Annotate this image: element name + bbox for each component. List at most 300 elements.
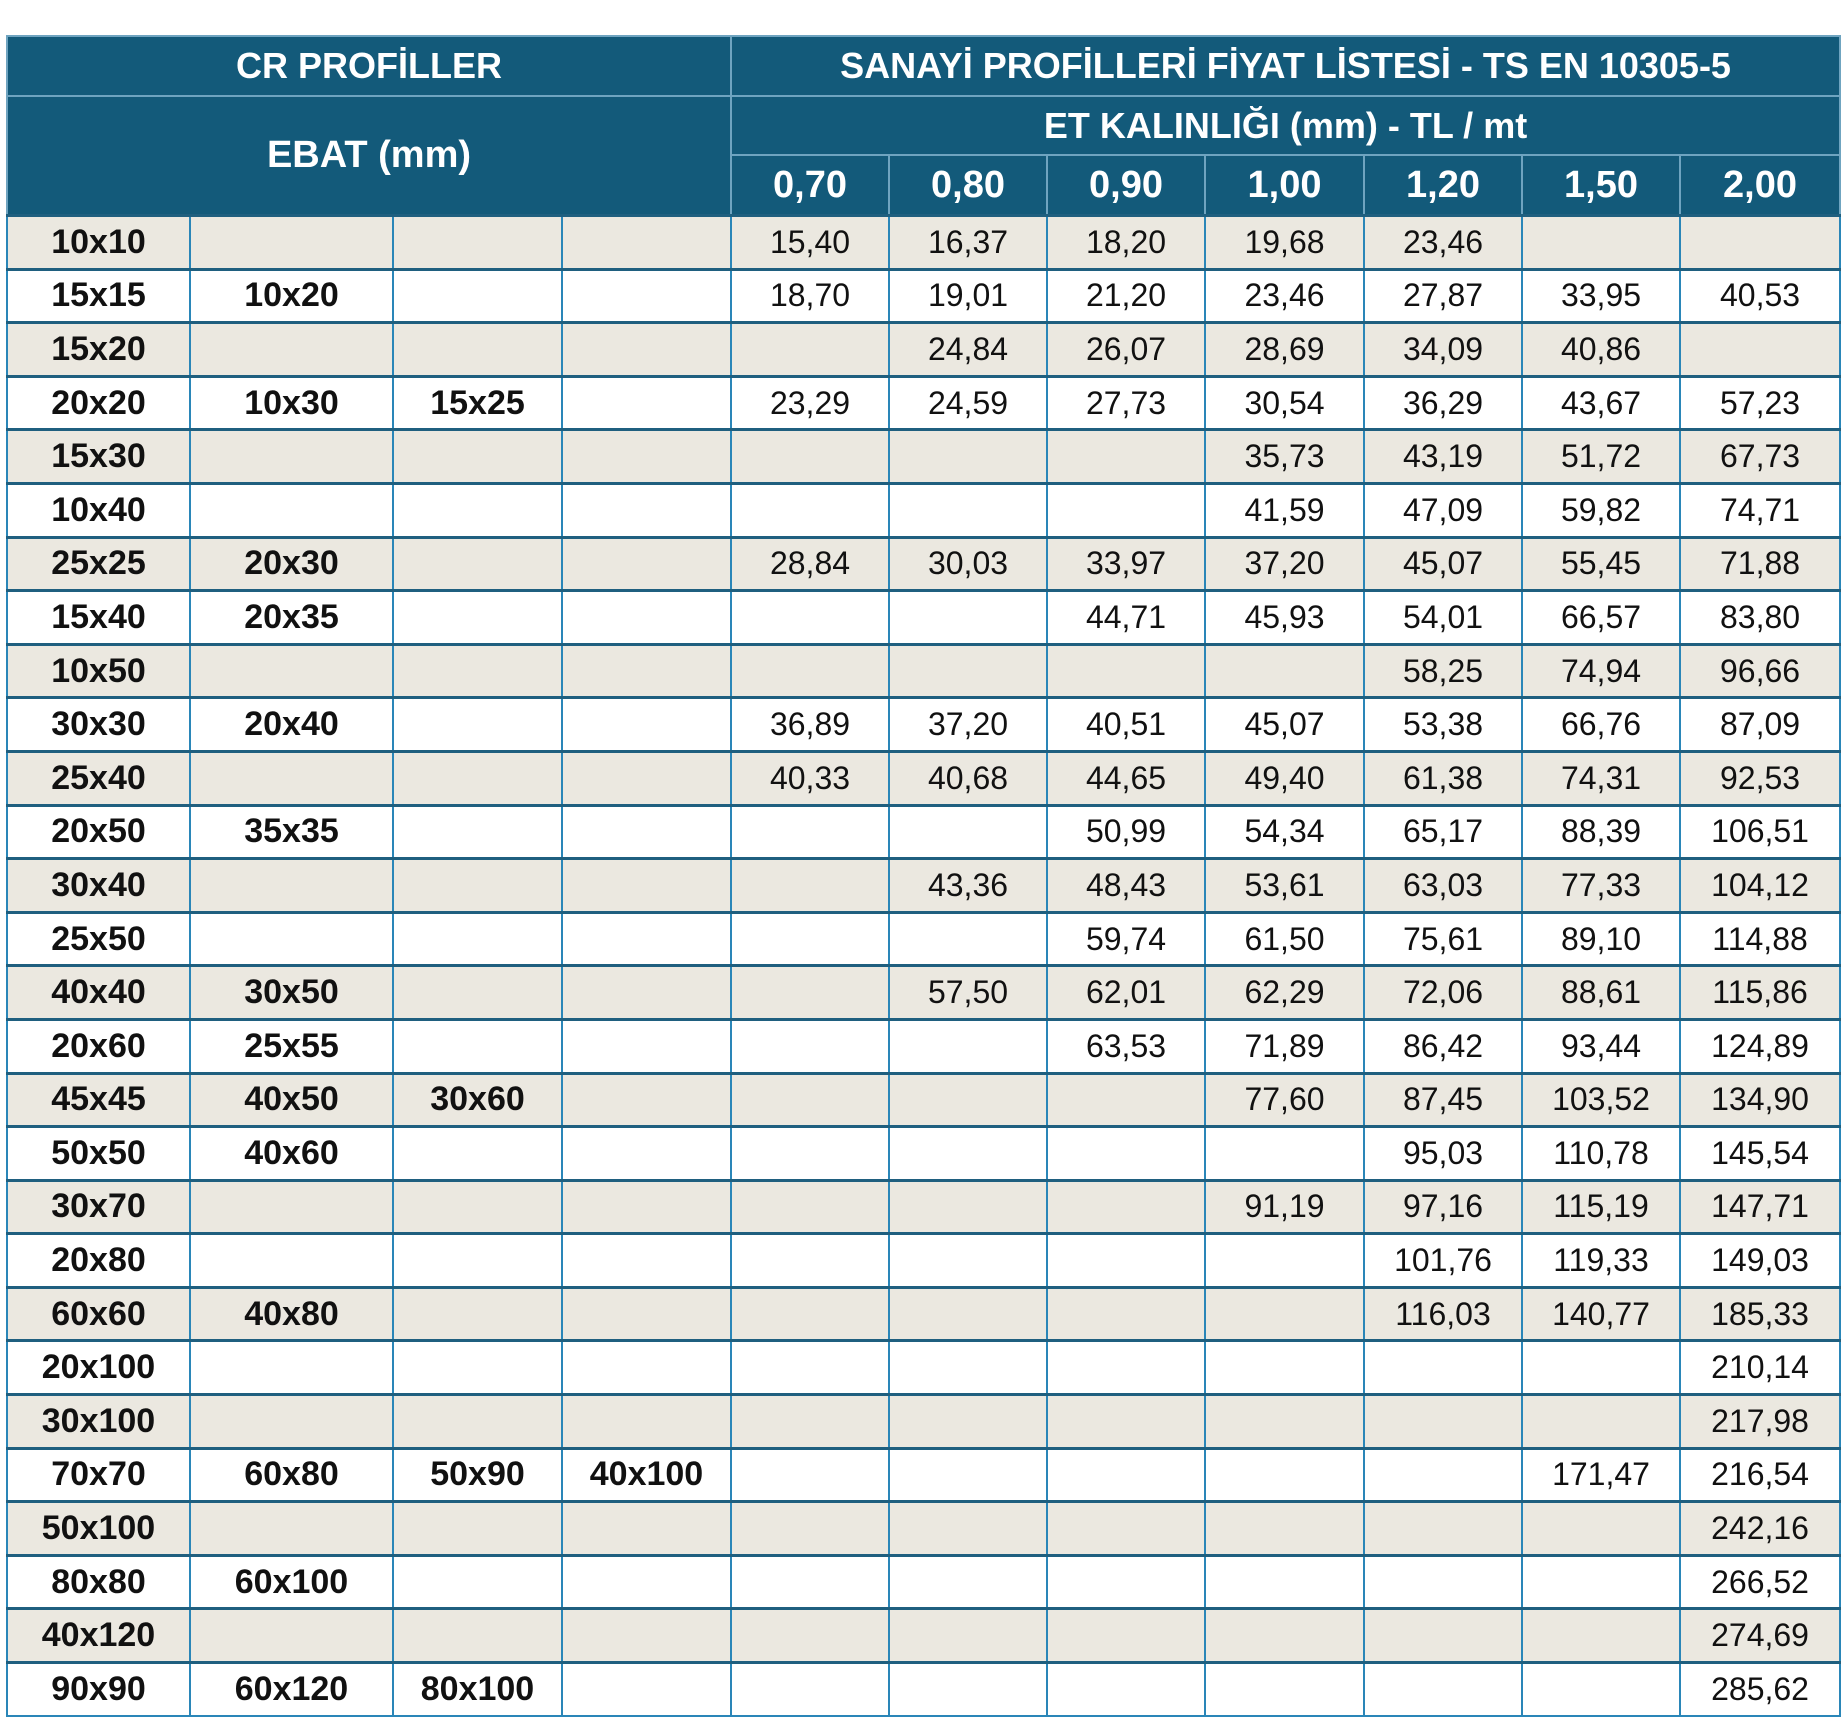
table-row bbox=[7, 1127, 1840, 1181]
table-row bbox=[7, 912, 1840, 966]
price-cell: 74,94 bbox=[1522, 644, 1680, 698]
table-row bbox=[7, 591, 1840, 645]
price-cell bbox=[731, 1555, 889, 1609]
size-cell bbox=[393, 1127, 562, 1181]
price-cell: 89,10 bbox=[1522, 912, 1680, 966]
size-cell: 20x60 bbox=[7, 1019, 190, 1073]
price-cell: 58,25 bbox=[1364, 644, 1522, 698]
price-cell bbox=[1047, 1287, 1205, 1341]
price-cell bbox=[731, 966, 889, 1020]
price-cell bbox=[1364, 1555, 1522, 1609]
table-row bbox=[7, 1395, 1840, 1449]
price-cell: 15,40 bbox=[731, 216, 889, 270]
price-cell bbox=[1364, 1448, 1522, 1502]
price-cell: 28,84 bbox=[731, 537, 889, 591]
size-cell bbox=[562, 805, 731, 859]
size-cell: 40x80 bbox=[190, 1287, 393, 1341]
size-cell bbox=[190, 1502, 393, 1556]
thickness-column-header: 1,20 bbox=[1364, 155, 1522, 216]
price-cell bbox=[1047, 1234, 1205, 1288]
price-cell bbox=[889, 1448, 1047, 1502]
price-cell: 96,66 bbox=[1680, 644, 1840, 698]
size-cell: 15x20 bbox=[7, 323, 190, 377]
size-cell bbox=[562, 966, 731, 1020]
price-cell: 51,72 bbox=[1522, 430, 1680, 484]
size-cell: 25x40 bbox=[7, 751, 190, 805]
size-cell bbox=[562, 1234, 731, 1288]
table-row bbox=[7, 644, 1840, 698]
price-cell: 50,99 bbox=[1047, 805, 1205, 859]
price-cell: 33,95 bbox=[1522, 269, 1680, 323]
price-cell: 91,19 bbox=[1205, 1180, 1364, 1234]
size-cell bbox=[393, 1234, 562, 1288]
table-row bbox=[7, 1448, 1840, 1502]
price-cell bbox=[889, 430, 1047, 484]
size-cell: 20x50 bbox=[7, 805, 190, 859]
table-row bbox=[7, 805, 1840, 859]
price-cell: 149,03 bbox=[1680, 1234, 1840, 1288]
price-cell bbox=[1522, 1395, 1680, 1449]
price-cell bbox=[1364, 1663, 1522, 1716]
price-cell bbox=[1047, 1127, 1205, 1181]
price-cell: 285,62 bbox=[1680, 1663, 1840, 1716]
table-row bbox=[7, 1555, 1840, 1609]
price-cell: 19,68 bbox=[1205, 216, 1364, 270]
price-cell bbox=[1680, 323, 1840, 377]
price-cell bbox=[731, 1073, 889, 1127]
price-cell bbox=[1047, 1073, 1205, 1127]
price-cell: 44,71 bbox=[1047, 591, 1205, 645]
size-cell: 10x40 bbox=[7, 483, 190, 537]
price-cell: 93,44 bbox=[1522, 1019, 1680, 1073]
price-cell: 53,61 bbox=[1205, 859, 1364, 913]
size-cell: 40x100 bbox=[562, 1448, 731, 1502]
size-cell: 10x50 bbox=[7, 644, 190, 698]
size-cell bbox=[393, 859, 562, 913]
price-cell: 23,46 bbox=[1205, 269, 1364, 323]
size-cell: 15x40 bbox=[7, 591, 190, 645]
price-cell bbox=[1205, 644, 1364, 698]
price-cell bbox=[1364, 1341, 1522, 1395]
price-cell: 54,01 bbox=[1364, 591, 1522, 645]
size-header: EBAT (mm) bbox=[7, 96, 731, 216]
price-cell bbox=[731, 1609, 889, 1663]
size-cell bbox=[562, 751, 731, 805]
price-cell: 61,38 bbox=[1364, 751, 1522, 805]
price-cell: 27,87 bbox=[1364, 269, 1522, 323]
price-cell bbox=[731, 1019, 889, 1073]
price-cell: 67,73 bbox=[1680, 430, 1840, 484]
price-cell: 61,50 bbox=[1205, 912, 1364, 966]
size-cell: 15x15 bbox=[7, 269, 190, 323]
table-row bbox=[7, 966, 1840, 1020]
size-cell: 90x90 bbox=[7, 1663, 190, 1716]
price-cell: 63,53 bbox=[1047, 1019, 1205, 1073]
price-cell bbox=[731, 805, 889, 859]
size-cell bbox=[393, 751, 562, 805]
size-cell: 30x70 bbox=[7, 1180, 190, 1234]
table-row bbox=[7, 483, 1840, 537]
price-cell: 40,53 bbox=[1680, 269, 1840, 323]
price-cell bbox=[1047, 1180, 1205, 1234]
size-cell bbox=[562, 269, 731, 323]
price-cell: 95,03 bbox=[1364, 1127, 1522, 1181]
price-cell: 18,20 bbox=[1047, 216, 1205, 270]
price-cell: 40,33 bbox=[731, 751, 889, 805]
size-cell bbox=[393, 323, 562, 377]
size-cell bbox=[562, 1555, 731, 1609]
price-cell: 62,29 bbox=[1205, 966, 1364, 1020]
price-cell bbox=[1364, 1395, 1522, 1449]
price-cell: 37,20 bbox=[889, 698, 1047, 752]
price-cell: 65,17 bbox=[1364, 805, 1522, 859]
price-cell: 28,69 bbox=[1205, 323, 1364, 377]
size-cell bbox=[562, 1019, 731, 1073]
size-cell bbox=[190, 912, 393, 966]
price-cell bbox=[731, 1287, 889, 1341]
size-cell: 70x70 bbox=[7, 1448, 190, 1502]
price-cell bbox=[1205, 1663, 1364, 1716]
price-cell bbox=[889, 805, 1047, 859]
price-cell bbox=[731, 1395, 889, 1449]
price-cell bbox=[889, 912, 1047, 966]
size-cell: 80x80 bbox=[7, 1555, 190, 1609]
price-cell: 115,86 bbox=[1680, 966, 1840, 1020]
price-cell: 87,45 bbox=[1364, 1073, 1522, 1127]
price-cell bbox=[731, 1502, 889, 1556]
price-cell: 77,60 bbox=[1205, 1073, 1364, 1127]
thickness-column-header: 0,90 bbox=[1047, 155, 1205, 216]
price-cell: 101,76 bbox=[1364, 1234, 1522, 1288]
price-cell bbox=[1522, 1555, 1680, 1609]
price-cell bbox=[731, 1127, 889, 1181]
size-cell: 20x80 bbox=[7, 1234, 190, 1288]
price-cell bbox=[731, 912, 889, 966]
thickness-column-header: 0,80 bbox=[889, 155, 1047, 216]
price-cell: 35,73 bbox=[1205, 430, 1364, 484]
price-cell: 77,33 bbox=[1522, 859, 1680, 913]
size-cell bbox=[393, 1180, 562, 1234]
size-cell: 60x120 bbox=[190, 1663, 393, 1716]
size-cell bbox=[393, 1341, 562, 1395]
price-cell bbox=[731, 859, 889, 913]
price-cell: 114,88 bbox=[1680, 912, 1840, 966]
table-row bbox=[7, 1663, 1840, 1716]
price-cell: 18,70 bbox=[731, 269, 889, 323]
size-cell: 25x55 bbox=[190, 1019, 393, 1073]
size-cell bbox=[190, 1180, 393, 1234]
size-cell: 10x30 bbox=[190, 376, 393, 430]
price-cell: 88,39 bbox=[1522, 805, 1680, 859]
price-cell bbox=[889, 1341, 1047, 1395]
price-cell bbox=[889, 1609, 1047, 1663]
price-cell bbox=[889, 1663, 1047, 1716]
price-cell bbox=[1047, 483, 1205, 537]
table-row bbox=[7, 1180, 1840, 1234]
thickness-column-header: 1,00 bbox=[1205, 155, 1364, 216]
size-cell bbox=[562, 1341, 731, 1395]
price-cell bbox=[731, 644, 889, 698]
size-cell: 40x120 bbox=[7, 1609, 190, 1663]
thickness-column-header: 2,00 bbox=[1680, 155, 1840, 216]
price-cell bbox=[1522, 1663, 1680, 1716]
size-cell: 60x60 bbox=[7, 1287, 190, 1341]
price-cell: 242,16 bbox=[1680, 1502, 1840, 1556]
price-cell: 43,19 bbox=[1364, 430, 1522, 484]
table-row bbox=[7, 1019, 1840, 1073]
size-cell bbox=[562, 859, 731, 913]
size-cell bbox=[562, 430, 731, 484]
price-cell bbox=[1205, 1448, 1364, 1502]
size-cell bbox=[562, 483, 731, 537]
price-cell: 49,40 bbox=[1205, 751, 1364, 805]
size-cell: 30x40 bbox=[7, 859, 190, 913]
price-cell: 19,01 bbox=[889, 269, 1047, 323]
price-cell: 36,29 bbox=[1364, 376, 1522, 430]
size-cell bbox=[393, 1287, 562, 1341]
price-cell: 57,23 bbox=[1680, 376, 1840, 430]
size-cell bbox=[393, 912, 562, 966]
size-cell: 40x40 bbox=[7, 966, 190, 1020]
price-cell bbox=[889, 1395, 1047, 1449]
price-cell bbox=[731, 1234, 889, 1288]
size-cell: 15x30 bbox=[7, 430, 190, 484]
size-cell bbox=[562, 376, 731, 430]
price-cell: 30,03 bbox=[889, 537, 1047, 591]
size-cell: 20x40 bbox=[190, 698, 393, 752]
price-cell: 145,54 bbox=[1680, 1127, 1840, 1181]
size-cell: 15x25 bbox=[393, 376, 562, 430]
price-cell: 40,68 bbox=[889, 751, 1047, 805]
price-cell: 71,89 bbox=[1205, 1019, 1364, 1073]
price-cell bbox=[731, 430, 889, 484]
table-row bbox=[7, 1234, 1840, 1288]
price-cell: 140,77 bbox=[1522, 1287, 1680, 1341]
size-cell bbox=[562, 1073, 731, 1127]
price-cell bbox=[889, 1019, 1047, 1073]
price-cell bbox=[889, 1127, 1047, 1181]
price-cell: 274,69 bbox=[1680, 1609, 1840, 1663]
price-cell: 110,78 bbox=[1522, 1127, 1680, 1181]
price-cell: 134,90 bbox=[1680, 1073, 1840, 1127]
size-cell bbox=[190, 323, 393, 377]
price-cell: 217,98 bbox=[1680, 1395, 1840, 1449]
table-row bbox=[7, 859, 1840, 913]
size-cell: 25x25 bbox=[7, 537, 190, 591]
table-row bbox=[7, 698, 1840, 752]
size-cell: 40x50 bbox=[190, 1073, 393, 1127]
size-cell: 45x45 bbox=[7, 1073, 190, 1127]
price-cell bbox=[1205, 1234, 1364, 1288]
price-cell: 36,89 bbox=[731, 698, 889, 752]
size-cell bbox=[190, 644, 393, 698]
table-row bbox=[7, 1341, 1840, 1395]
price-cell: 75,61 bbox=[1364, 912, 1522, 966]
size-cell bbox=[393, 1555, 562, 1609]
size-cell bbox=[393, 644, 562, 698]
table-row bbox=[7, 269, 1840, 323]
size-cell: 80x100 bbox=[393, 1663, 562, 1716]
price-cell: 30,54 bbox=[1205, 376, 1364, 430]
size-cell bbox=[562, 1127, 731, 1181]
size-cell bbox=[562, 1609, 731, 1663]
price-cell: 266,52 bbox=[1680, 1555, 1840, 1609]
price-cell: 45,07 bbox=[1205, 698, 1364, 752]
price-cell bbox=[1522, 216, 1680, 270]
size-cell: 30x100 bbox=[7, 1395, 190, 1449]
table-row bbox=[7, 430, 1840, 484]
price-cell: 63,03 bbox=[1364, 859, 1522, 913]
price-cell: 71,88 bbox=[1680, 537, 1840, 591]
price-cell: 21,20 bbox=[1047, 269, 1205, 323]
price-table bbox=[6, 35, 1841, 1717]
price-cell: 210,14 bbox=[1680, 1341, 1840, 1395]
size-cell bbox=[190, 483, 393, 537]
price-cell: 86,42 bbox=[1364, 1019, 1522, 1073]
price-cell bbox=[1522, 1502, 1680, 1556]
size-cell: 10x10 bbox=[7, 216, 190, 270]
price-cell: 59,82 bbox=[1522, 483, 1680, 537]
thickness-column-header: 0,70 bbox=[731, 155, 889, 216]
price-cell: 37,20 bbox=[1205, 537, 1364, 591]
size-cell bbox=[393, 698, 562, 752]
price-cell bbox=[1205, 1502, 1364, 1556]
price-cell bbox=[731, 1448, 889, 1502]
size-cell: 20x20 bbox=[7, 376, 190, 430]
size-cell: 30x30 bbox=[7, 698, 190, 752]
size-cell: 20x30 bbox=[190, 537, 393, 591]
size-cell bbox=[562, 1395, 731, 1449]
size-cell bbox=[562, 1180, 731, 1234]
price-cell bbox=[1047, 1609, 1205, 1663]
size-cell: 60x100 bbox=[190, 1555, 393, 1609]
table-row bbox=[7, 1609, 1840, 1663]
price-cell: 47,09 bbox=[1364, 483, 1522, 537]
size-cell bbox=[393, 1019, 562, 1073]
price-cell bbox=[1364, 1502, 1522, 1556]
size-cell bbox=[190, 1395, 393, 1449]
price-cell: 43,67 bbox=[1522, 376, 1680, 430]
price-cell: 48,43 bbox=[1047, 859, 1205, 913]
price-cell bbox=[731, 1341, 889, 1395]
price-cell: 74,31 bbox=[1522, 751, 1680, 805]
price-cell: 59,74 bbox=[1047, 912, 1205, 966]
price-cell: 115,19 bbox=[1522, 1180, 1680, 1234]
size-cell: 30x60 bbox=[393, 1073, 562, 1127]
size-cell: 30x50 bbox=[190, 966, 393, 1020]
size-cell bbox=[562, 1502, 731, 1556]
size-cell: 25x50 bbox=[7, 912, 190, 966]
price-cell: 97,16 bbox=[1364, 1180, 1522, 1234]
thickness-column-header: 1,50 bbox=[1522, 155, 1680, 216]
size-cell bbox=[562, 591, 731, 645]
price-cell bbox=[889, 1234, 1047, 1288]
price-cell: 41,59 bbox=[1205, 483, 1364, 537]
price-cell: 171,47 bbox=[1522, 1448, 1680, 1502]
price-cell bbox=[1047, 430, 1205, 484]
price-cell: 40,86 bbox=[1522, 323, 1680, 377]
size-cell: 40x60 bbox=[190, 1127, 393, 1181]
price-cell: 87,09 bbox=[1680, 698, 1840, 752]
table-row bbox=[7, 376, 1840, 430]
price-cell: 66,76 bbox=[1522, 698, 1680, 752]
price-cell bbox=[889, 1180, 1047, 1234]
thickness-header: ET KALINLIĞI (mm) - TL / mt bbox=[731, 96, 1840, 155]
size-cell bbox=[393, 1395, 562, 1449]
price-cell: 62,01 bbox=[1047, 966, 1205, 1020]
price-cell: 26,07 bbox=[1047, 323, 1205, 377]
price-cell bbox=[1522, 1609, 1680, 1663]
size-cell bbox=[393, 966, 562, 1020]
price-cell: 16,37 bbox=[889, 216, 1047, 270]
size-cell bbox=[190, 216, 393, 270]
size-cell: 20x100 bbox=[7, 1341, 190, 1395]
table-row bbox=[7, 1287, 1840, 1341]
price-cell: 103,52 bbox=[1522, 1073, 1680, 1127]
price-cell: 57,50 bbox=[889, 966, 1047, 1020]
size-cell: 50x90 bbox=[393, 1448, 562, 1502]
price-cell bbox=[889, 1555, 1047, 1609]
price-cell: 40,51 bbox=[1047, 698, 1205, 752]
price-cell bbox=[1047, 1395, 1205, 1449]
price-cell bbox=[731, 323, 889, 377]
price-cell: 24,59 bbox=[889, 376, 1047, 430]
size-cell bbox=[562, 323, 731, 377]
size-cell bbox=[393, 430, 562, 484]
price-cell: 53,38 bbox=[1364, 698, 1522, 752]
price-cell: 24,84 bbox=[889, 323, 1047, 377]
price-cell bbox=[889, 483, 1047, 537]
right-title: SANAYİ PROFİLLERİ FİYAT LİSTESİ - TS EN 10305-5 bbox=[731, 36, 1840, 96]
size-cell bbox=[393, 1502, 562, 1556]
price-cell bbox=[1047, 644, 1205, 698]
price-cell: 185,33 bbox=[1680, 1287, 1840, 1341]
size-cell bbox=[562, 1287, 731, 1341]
size-cell bbox=[190, 859, 393, 913]
price-cell bbox=[731, 483, 889, 537]
price-cell bbox=[731, 591, 889, 645]
price-cell: 44,65 bbox=[1047, 751, 1205, 805]
price-cell: 43,36 bbox=[889, 859, 1047, 913]
size-cell bbox=[190, 430, 393, 484]
price-cell bbox=[1364, 1609, 1522, 1663]
price-cell: 54,34 bbox=[1205, 805, 1364, 859]
size-cell: 20x35 bbox=[190, 591, 393, 645]
price-cell: 74,71 bbox=[1680, 483, 1840, 537]
size-cell bbox=[190, 751, 393, 805]
size-cell bbox=[393, 269, 562, 323]
price-cell: 124,89 bbox=[1680, 1019, 1840, 1073]
left-title: CR PROFİLLER bbox=[7, 36, 731, 96]
price-cell bbox=[1205, 1127, 1364, 1181]
price-cell bbox=[1205, 1555, 1364, 1609]
price-cell bbox=[731, 1663, 889, 1716]
table-header bbox=[7, 36, 1840, 216]
size-cell bbox=[393, 216, 562, 270]
table-row bbox=[7, 1073, 1840, 1127]
price-cell bbox=[1522, 1341, 1680, 1395]
price-cell bbox=[889, 644, 1047, 698]
size-cell bbox=[190, 1341, 393, 1395]
size-cell: 35x35 bbox=[190, 805, 393, 859]
price-cell: 72,06 bbox=[1364, 966, 1522, 1020]
size-cell: 50x50 bbox=[7, 1127, 190, 1181]
size-cell bbox=[562, 216, 731, 270]
price-cell: 33,97 bbox=[1047, 537, 1205, 591]
price-cell bbox=[1047, 1341, 1205, 1395]
price-cell: 23,29 bbox=[731, 376, 889, 430]
price-cell: 104,12 bbox=[1680, 859, 1840, 913]
